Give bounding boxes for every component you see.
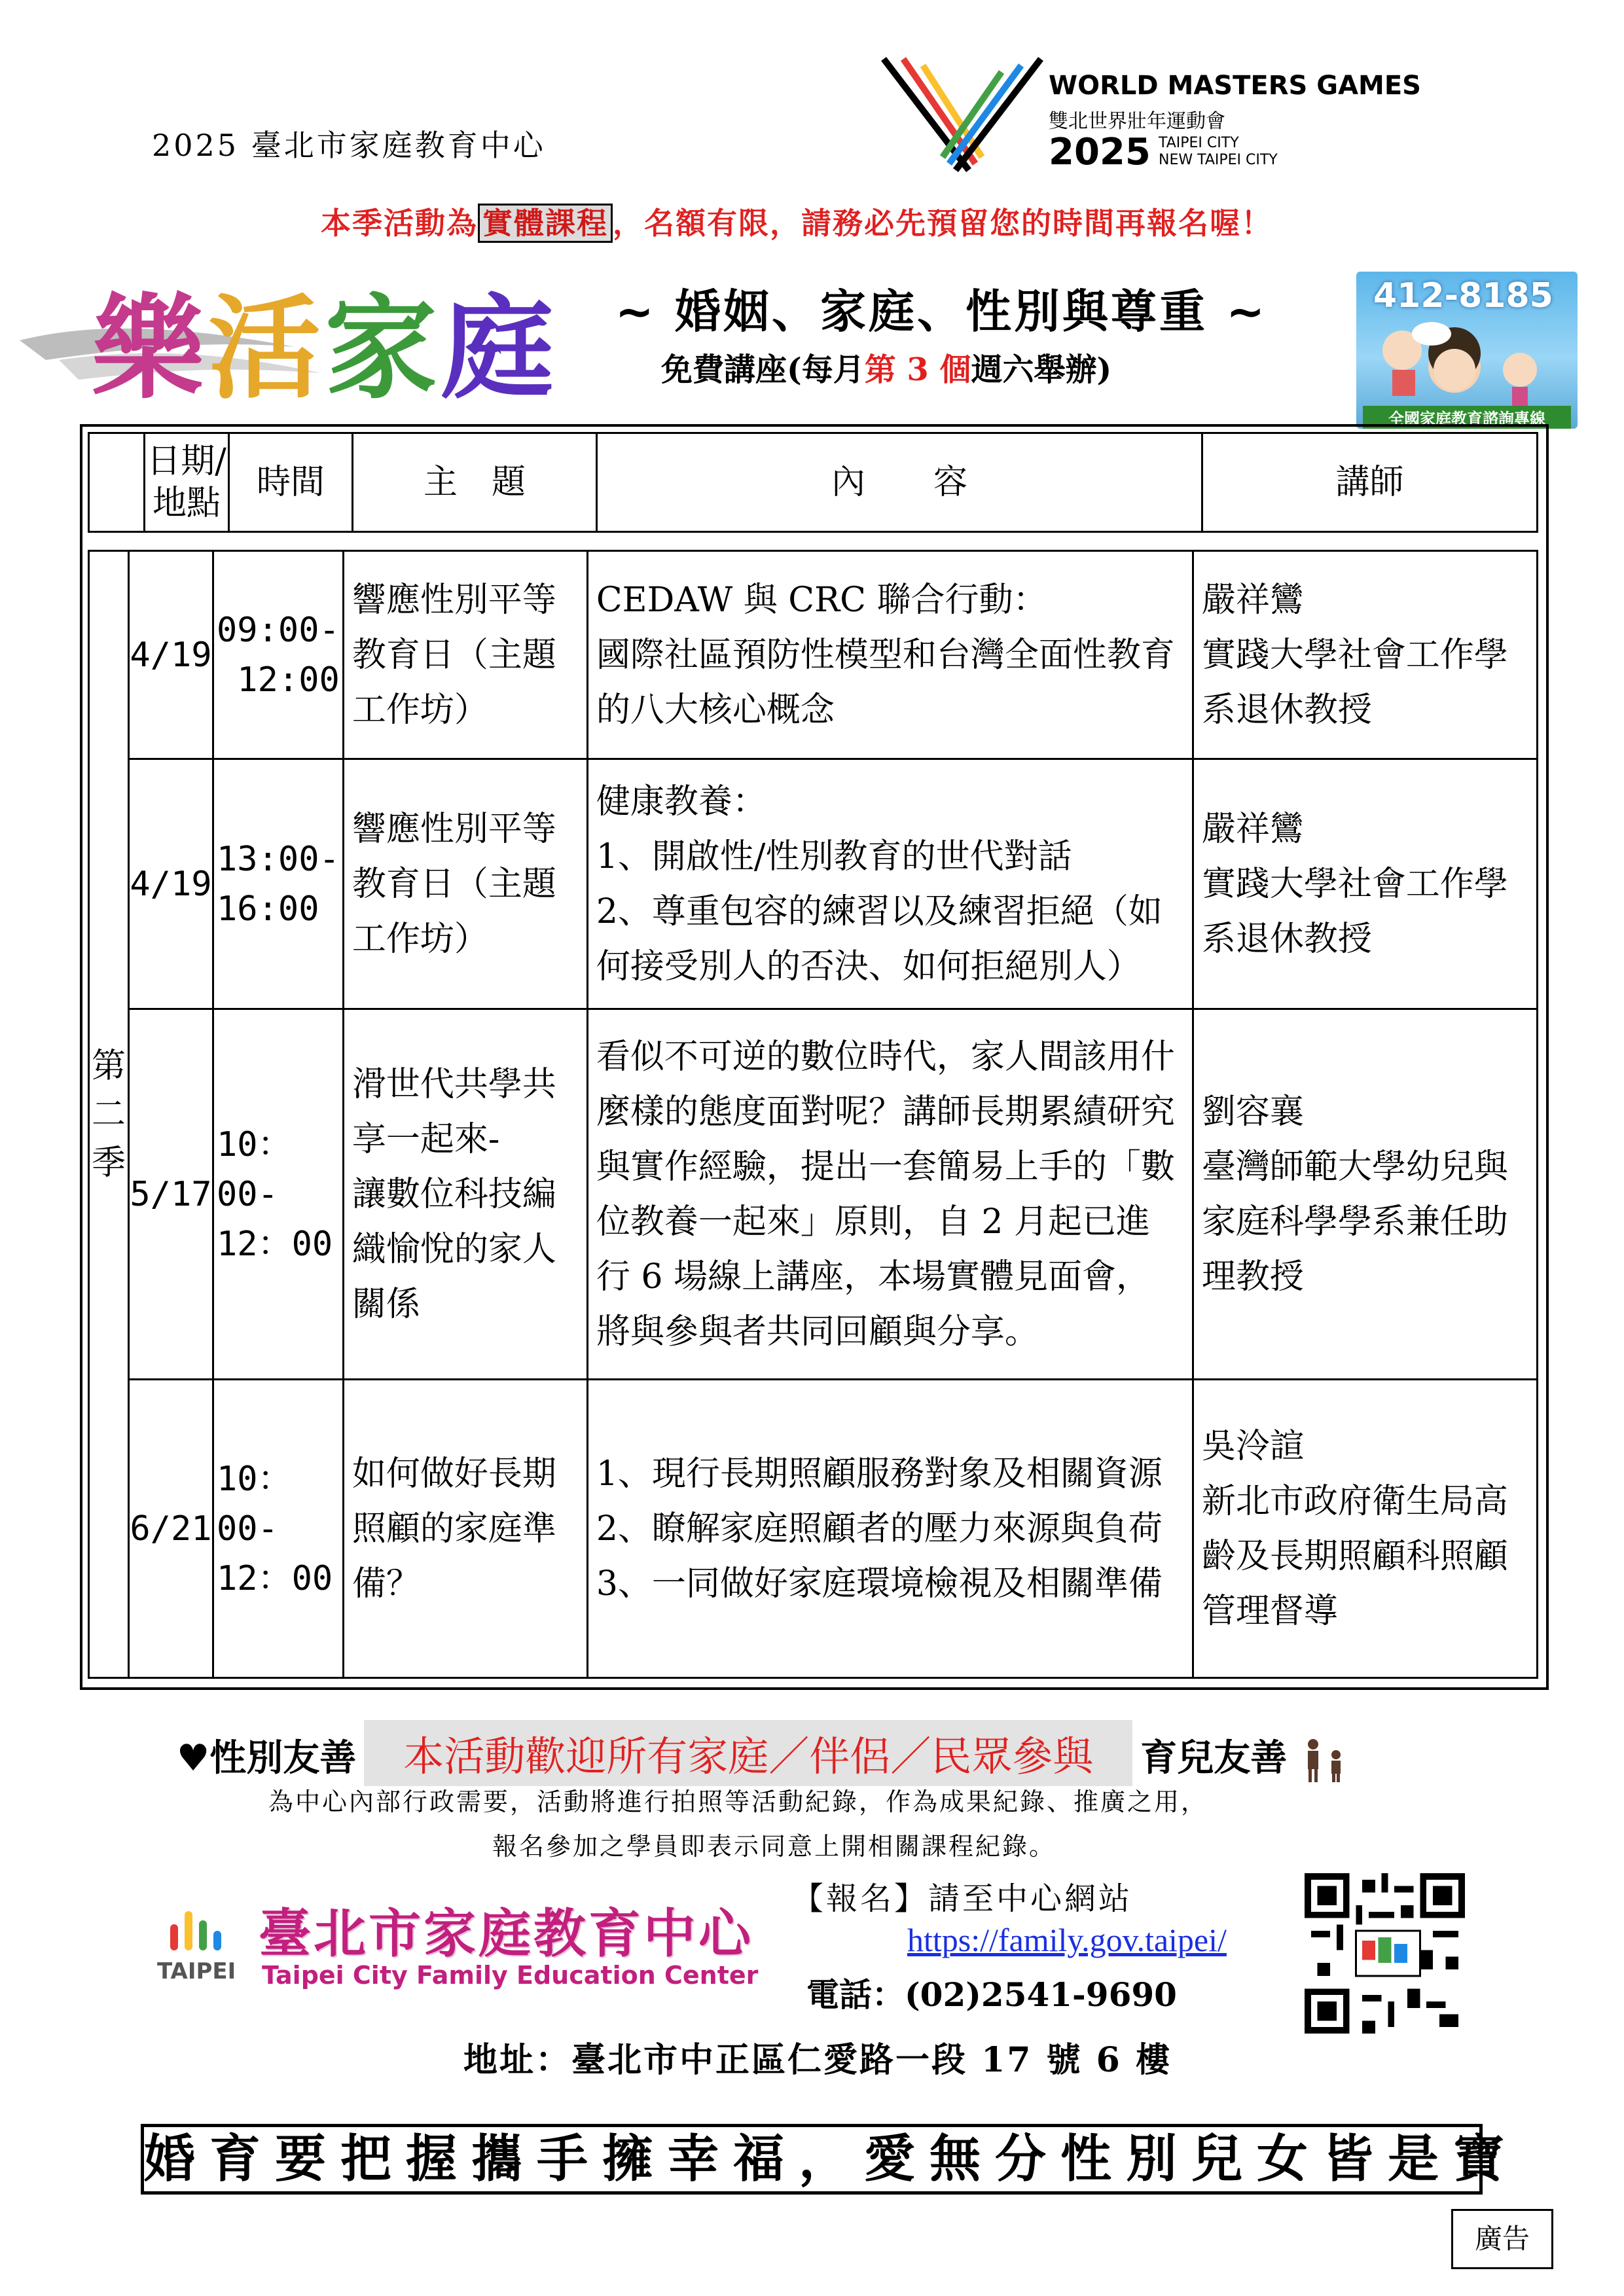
schedule-body-table — [88, 550, 1538, 1679]
table-row — [89, 759, 1538, 1009]
brand-char-1: 樂 — [92, 281, 208, 414]
row1-time: 09:00- 12:00 — [213, 551, 344, 759]
taipei-logo-text: TAIPEI — [157, 1958, 236, 1984]
registration-label: 【報名】請至中心網站 — [792, 1880, 1133, 1917]
friendly-banner — [177, 1720, 1352, 1786]
brand-char-3: 家 — [325, 281, 441, 414]
hotline-number: 412-8185 — [1373, 276, 1553, 315]
brand-char-4: 庭 — [441, 281, 558, 414]
season-label: 第二季 — [89, 551, 129, 1678]
row1-speaker: 嚴祥鸞 實踐大學社會工作學系退休教授 — [1193, 551, 1537, 759]
wmg-year: 2025 — [1049, 131, 1151, 173]
row3-topic: 滑世代共學共享一起來- 讓數位科技編織愉悅的家人關係 — [343, 1009, 587, 1380]
row3-date: 5/17 — [129, 1009, 213, 1380]
address: 地址：臺北市中正區仁愛路一段 17 號 6 樓 — [463, 2040, 1172, 2080]
row2-date: 4/19 — [129, 759, 213, 1009]
wmg-subtitle: 雙北世界壯年運動會 — [1049, 110, 1225, 133]
notice-boxed: 實體課程 — [478, 204, 613, 243]
subhead-week: 第 3 個 — [864, 351, 971, 388]
event-notice — [321, 200, 1272, 243]
brand-title — [92, 259, 558, 420]
notice-after: ，名額有限，請務必先預留您的時間再報名喔！ — [613, 206, 1272, 241]
brand-char-2: 活 — [208, 281, 325, 414]
row3-content: 看似不可逆的數位時代，家人間該用什麼樣的態度面對呢？講師長期累績研究與實作經驗，提出一套簡易上手的「數位教養一起來」原則，自 2 月起已進行 6 場線上講座，本場實體見面會，將與參與者共同回顧與分享。 — [587, 1009, 1193, 1380]
row3-speaker: 劉容襄 臺灣師範大學幼兒與家庭科學學系兼任助理教授 — [1193, 1009, 1537, 1380]
row4-speaker: 吳泠諠 新北市政府衛生局高齡及長期照顧科照顧管理督導 — [1193, 1380, 1537, 1678]
subhead-after: 週六舉辦) — [971, 351, 1112, 388]
wmg-city — [1159, 135, 1278, 169]
row2-content: 健康教養： 1、開啟性/性別教育的世代對話 2、尊重包容的練習以及練習拒絕（如何接受別人的否決、如何拒絕別人） — [587, 759, 1193, 1009]
row1-topic: 響應性別平等教育日（主題工作坊） — [343, 551, 587, 759]
center-name-en: Taipei City Family Education Center — [262, 1961, 759, 1990]
parent-friendly-label: 育兒友善 — [1140, 1736, 1288, 1780]
advertisement-label: 廣告 — [1451, 2209, 1553, 2269]
header-speaker: 講師 — [1202, 433, 1538, 532]
qr-code[interactable] — [1305, 1873, 1465, 2034]
notice-before: 本季活動為 — [321, 206, 478, 241]
row1-date: 4/19 — [129, 551, 213, 759]
center-name-header: 2025 臺北市家庭教育中心 — [152, 128, 546, 163]
center-name-zh: 臺北市家庭教育中心 — [259, 1903, 753, 1964]
headline: ~ 婚姻、家庭、性別與尊重 ~ — [615, 285, 1268, 338]
gender-friendly-label: ♥性別友善 — [177, 1736, 357, 1780]
wmg-city-line1: TAIPEI CITY — [1159, 135, 1239, 151]
photo-consent-note-1: 為中心內部行政需要，活動將進行拍照等活動紀錄，作為成果紀錄、推廣之用， — [268, 1787, 1208, 1816]
subhead-before: 免費講座(每月 — [661, 351, 865, 388]
row4-topic: 如何做好長期照顧的家庭準備？ — [343, 1380, 587, 1678]
slogan-banner: 婚育要把握攜手擁幸福，愛無分性別兒女皆是寶 — [141, 2124, 1483, 2195]
header-content: 內 容 — [597, 433, 1202, 532]
row4-time: 10：00- 12：00 — [213, 1380, 344, 1678]
row2-topic: 響應性別平等教育日（主題工作坊） — [343, 759, 587, 1009]
table-row — [89, 1380, 1538, 1678]
row3-time: 10：00- 12：00 — [213, 1009, 344, 1380]
photo-consent-note-2: 報名參加之學員即表示同意上開相關課程紀錄。 — [492, 1832, 1056, 1861]
header-time: 時間 — [229, 433, 353, 532]
wmg-title: WORLD MASTERS GAMES — [1049, 71, 1421, 101]
table-row — [89, 1009, 1538, 1380]
schedule-table-frame — [80, 424, 1549, 1690]
schedule-header-table — [88, 432, 1538, 533]
table-row — [89, 551, 1538, 759]
row4-date: 6/21 — [129, 1380, 213, 1678]
phone-number: 電話：(02)2541-9690 — [806, 1975, 1177, 2014]
family-icon — [1300, 1738, 1352, 1784]
row4-content: 1、現行長期照顧服務對象及相關資源 2、瞭解家庭照顧者的壓力來源與負荷 3、一同做好家庭環境檢視及相關準備 — [587, 1380, 1193, 1678]
header-season-cell — [89, 433, 145, 532]
registration-link[interactable]: https://family.gov.taipei/ — [907, 1922, 1227, 1958]
hotline-caption: 全國家庭教育諮詢專線 — [1363, 406, 1571, 429]
subheadline — [661, 344, 1111, 389]
row2-time: 13:00- 16:00 — [213, 759, 344, 1009]
header-date: 日期/地點 — [145, 433, 229, 532]
wmg-city-line2: NEW TAIPEI CITY — [1159, 152, 1278, 168]
header-topic: 主 題 — [353, 433, 597, 532]
row2-speaker: 嚴祥鸞 實踐大學社會工作學系退休教授 — [1193, 759, 1537, 1009]
row1-content: CEDAW 與 CRC 聯合行動： 國際社區預防性模型和台灣全面性教育的八大核心概念 — [587, 551, 1193, 759]
welcome-message: 本活動歡迎所有家庭／伴侶／民眾參與 — [364, 1720, 1132, 1786]
